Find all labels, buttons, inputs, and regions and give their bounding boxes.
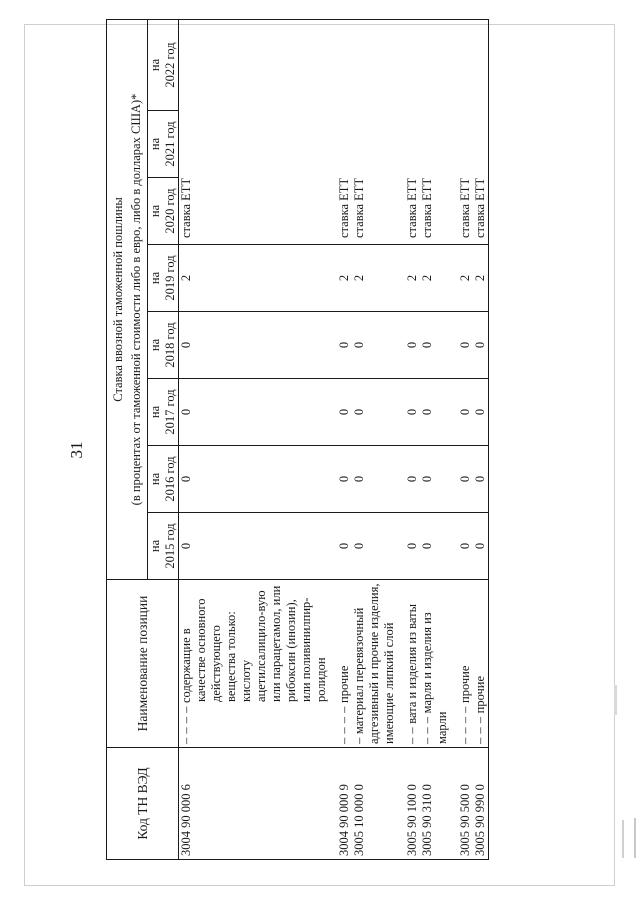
table-row bbox=[473, 19, 489, 859]
rate-2016: 0 bbox=[458, 446, 473, 513]
table-row bbox=[337, 19, 352, 859]
row-code: 3005 90 990 0 bbox=[473, 748, 489, 860]
rate-2018: 0 bbox=[352, 312, 397, 379]
page-number: 31 bbox=[67, 441, 86, 459]
table-row bbox=[179, 19, 330, 859]
rate-2016: 0 bbox=[420, 446, 450, 513]
rate-2019: 2 bbox=[458, 245, 473, 312]
row-name: – материал перевязочный адгезивный и прочие изделия, имеющие липкий слой bbox=[352, 580, 397, 748]
rate-2019: 2 bbox=[337, 245, 352, 312]
header-rate-line2: (в процентах от таможенной стоимости либо в евро, либо в долларах США)* bbox=[129, 93, 143, 506]
rate-2017: 0 bbox=[473, 379, 489, 446]
rate-2020-2022: ставка ЕТТ bbox=[352, 19, 397, 244]
rate-2020-2022: ставка ЕТТ bbox=[179, 19, 330, 244]
header-year-2020: на 2020 год bbox=[148, 178, 179, 245]
table-row bbox=[405, 19, 420, 859]
row-code: 3005 90 100 0 bbox=[405, 748, 420, 860]
rate-2020-2022: ставка ЕТТ bbox=[458, 19, 473, 244]
header-year-2021: на 2021 год bbox=[148, 111, 179, 178]
rate-2015: 0 bbox=[179, 513, 330, 580]
row-name: – – – прочие bbox=[473, 580, 489, 748]
rate-2018: 0 bbox=[473, 312, 489, 379]
header-year-2017: на 2017 год bbox=[148, 379, 179, 446]
table-row bbox=[352, 19, 397, 859]
rate-2016: 0 bbox=[473, 446, 489, 513]
row-name: – – вата и изделия из ваты bbox=[405, 580, 420, 748]
rate-2017: 0 bbox=[405, 379, 420, 446]
table-row bbox=[420, 19, 450, 859]
row-name: – – – марля и изделия из марли bbox=[420, 580, 450, 748]
rate-2016: 0 bbox=[352, 446, 397, 513]
row-name: – – – – содержащие в качестве основного действующего вещества только: кислоту ацетилсалицило-вую или парацетамол, или рибоксин (инозин), или поливинилпир-ролидон bbox=[179, 580, 330, 748]
rate-2019: 2 bbox=[405, 245, 420, 312]
scan-artifact bbox=[634, 818, 636, 858]
rate-2018: 0 bbox=[337, 312, 352, 379]
rate-2015: 0 bbox=[405, 513, 420, 580]
rate-2015: 0 bbox=[458, 513, 473, 580]
rate-2017: 0 bbox=[420, 379, 450, 446]
header-year-2022: на 2022 год bbox=[148, 19, 179, 110]
header-code: Код ТН ВЭД bbox=[107, 748, 179, 860]
header-year-2016: на 2016 год bbox=[148, 446, 179, 513]
header-year-2019: на 2019 год bbox=[148, 245, 179, 312]
rate-2018: 0 bbox=[405, 312, 420, 379]
rate-2019: 2 bbox=[420, 245, 450, 312]
header-rate-group bbox=[107, 19, 148, 579]
rate-2020-2022: ставка ЕТТ bbox=[337, 19, 352, 244]
rate-2019: 2 bbox=[473, 245, 489, 312]
row-code: 3005 90 500 0 bbox=[458, 748, 473, 860]
rate-2018: 0 bbox=[179, 312, 330, 379]
rate-2018: 0 bbox=[420, 312, 450, 379]
header-rate-line1: Ставка ввозной таможенной пошлины bbox=[111, 197, 125, 402]
rate-2015: 0 bbox=[352, 513, 397, 580]
rate-2018: 0 bbox=[458, 312, 473, 379]
table-row bbox=[458, 19, 473, 859]
row-code: 3004 90 000 6 bbox=[179, 748, 330, 860]
rate-2015: 0 bbox=[337, 513, 352, 580]
rate-2020-2022: ставка ЕТТ bbox=[473, 19, 489, 244]
header-year-2018: на 2018 год bbox=[148, 312, 179, 379]
rate-2020-2022: ставка ЕТТ bbox=[420, 19, 450, 244]
row-name: – – – – прочие bbox=[458, 580, 473, 748]
rate-2016: 0 bbox=[337, 446, 352, 513]
rate-2017: 0 bbox=[179, 379, 330, 446]
row-code: 3005 90 310 0 bbox=[420, 748, 450, 860]
tariff-table bbox=[106, 19, 489, 860]
scan-artifact bbox=[614, 685, 617, 715]
rate-2017: 0 bbox=[458, 379, 473, 446]
rotated-page bbox=[48, 40, 608, 860]
rate-2017: 0 bbox=[352, 379, 397, 446]
scan-artifact bbox=[622, 820, 624, 858]
header-year-2015: на 2015 год bbox=[148, 513, 179, 580]
row-name: – – – – прочие bbox=[337, 580, 352, 748]
rate-2016: 0 bbox=[405, 446, 420, 513]
rate-2019: 2 bbox=[352, 245, 397, 312]
rate-2019: 2 bbox=[179, 245, 330, 312]
rate-2017: 0 bbox=[337, 379, 352, 446]
row-code: 3004 90 000 9 bbox=[337, 748, 352, 860]
header-name: Наименование позиции bbox=[107, 580, 179, 748]
rate-2020-2022: ставка ЕТТ bbox=[405, 19, 420, 244]
rate-2015: 0 bbox=[473, 513, 489, 580]
row-code: 3005 10 000 0 bbox=[352, 748, 397, 860]
rate-2015: 0 bbox=[420, 513, 450, 580]
rate-2016: 0 bbox=[179, 446, 330, 513]
